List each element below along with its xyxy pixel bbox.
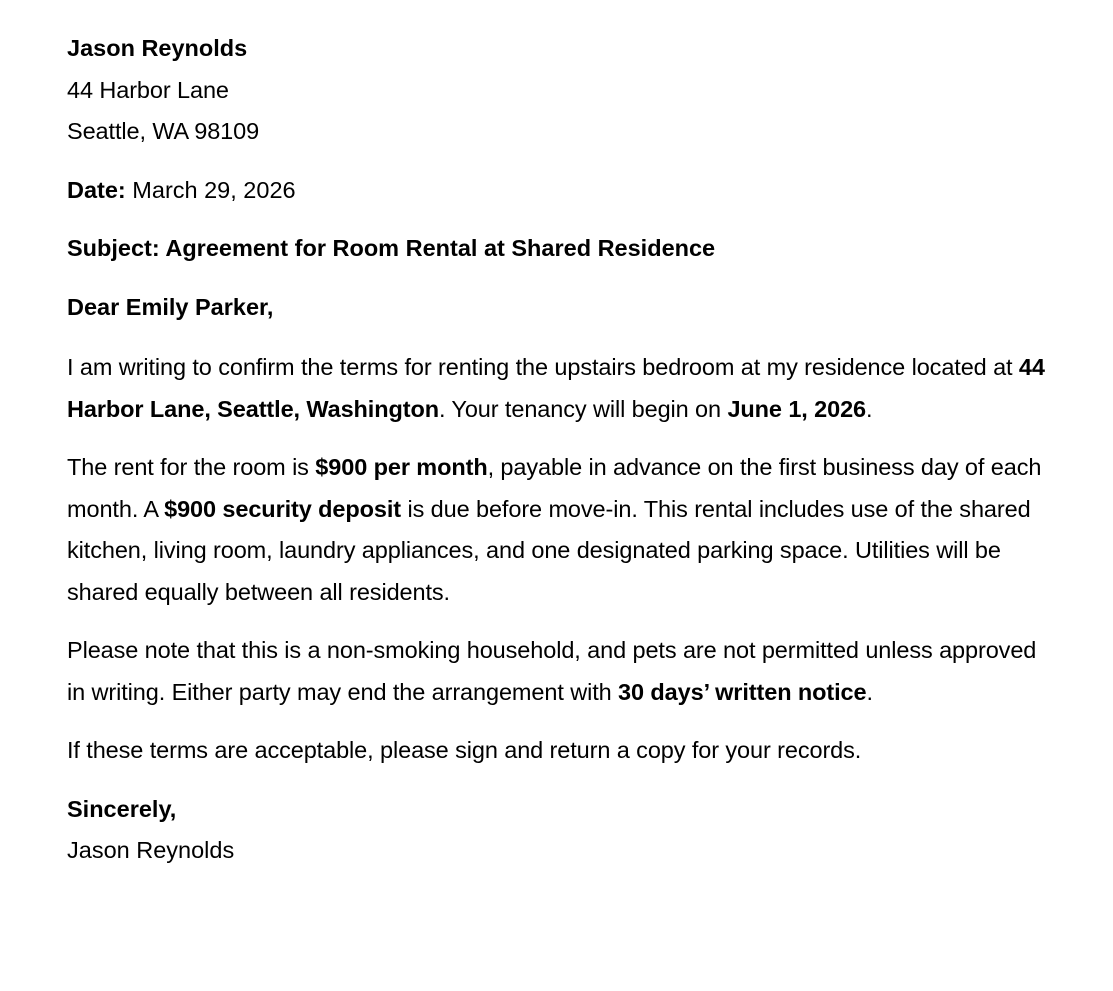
subject-line: Subject: Agreement for Room Rental at Shared Residence <box>67 235 716 261</box>
letter-body <box>67 28 1047 872</box>
closing: Sincerely, <box>67 795 177 822</box>
paragraph-1-text-3: . <box>866 395 873 422</box>
sender-address-line-1: 44 Harbor Lane <box>67 76 229 103</box>
paragraph-1-bold-address: 44 Harbor Lane, Seattle, Washington <box>67 354 1045 422</box>
date-label: Date: <box>67 176 126 203</box>
paragraph-2-bold-rent: $900 per month <box>315 454 488 480</box>
paragraph-2-text-2: , payable in advance on the first business day of each month. A <box>67 454 1042 522</box>
sender-name: Jason Reynolds <box>67 35 248 61</box>
paragraph-3-bold-notice: 30 days’ written notice <box>618 678 867 705</box>
paragraph-1-bold-start-date: June 1, 2026 <box>727 395 867 422</box>
paragraph-2-bold-deposit: $900 security deposit <box>164 495 402 522</box>
date-value: March 29, 2026 <box>125 176 296 203</box>
date-line <box>67 170 1047 212</box>
paragraph-4: If these terms are acceptable, please sign and return a copy for your records. <box>67 737 862 763</box>
paragraph-2 <box>67 447 1047 613</box>
paragraph-3 <box>67 630 1047 713</box>
paragraph-1-text-1: I am writing to confirm the terms for renting the upstairs bedroom at my residence located at <box>67 354 1019 380</box>
paragraph-1-text-2: . Your tenancy will begin on <box>438 395 728 422</box>
sender-address-line-2: Seattle, WA 98109 <box>67 118 260 144</box>
paragraph-3-text-2: . <box>866 678 873 705</box>
paragraph-1 <box>67 347 1047 430</box>
paragraph-3-text-1: Please note that this is a non-smoking household, and pets are not permitted unless approved in writing. Either party may end the arrangement with <box>67 637 1037 705</box>
signature-name: Jason Reynolds <box>67 837 235 863</box>
paragraph-2-text-1: The rent for the room is <box>67 454 316 480</box>
salutation: Dear Emily Parker, <box>67 293 274 320</box>
paragraph-2-text-3: is due before move-in. This rental includes use of the shared kitchen, living room, laundry appliances, and one designated parking space. Utilities will be shared equally between all residents. <box>67 495 1031 605</box>
